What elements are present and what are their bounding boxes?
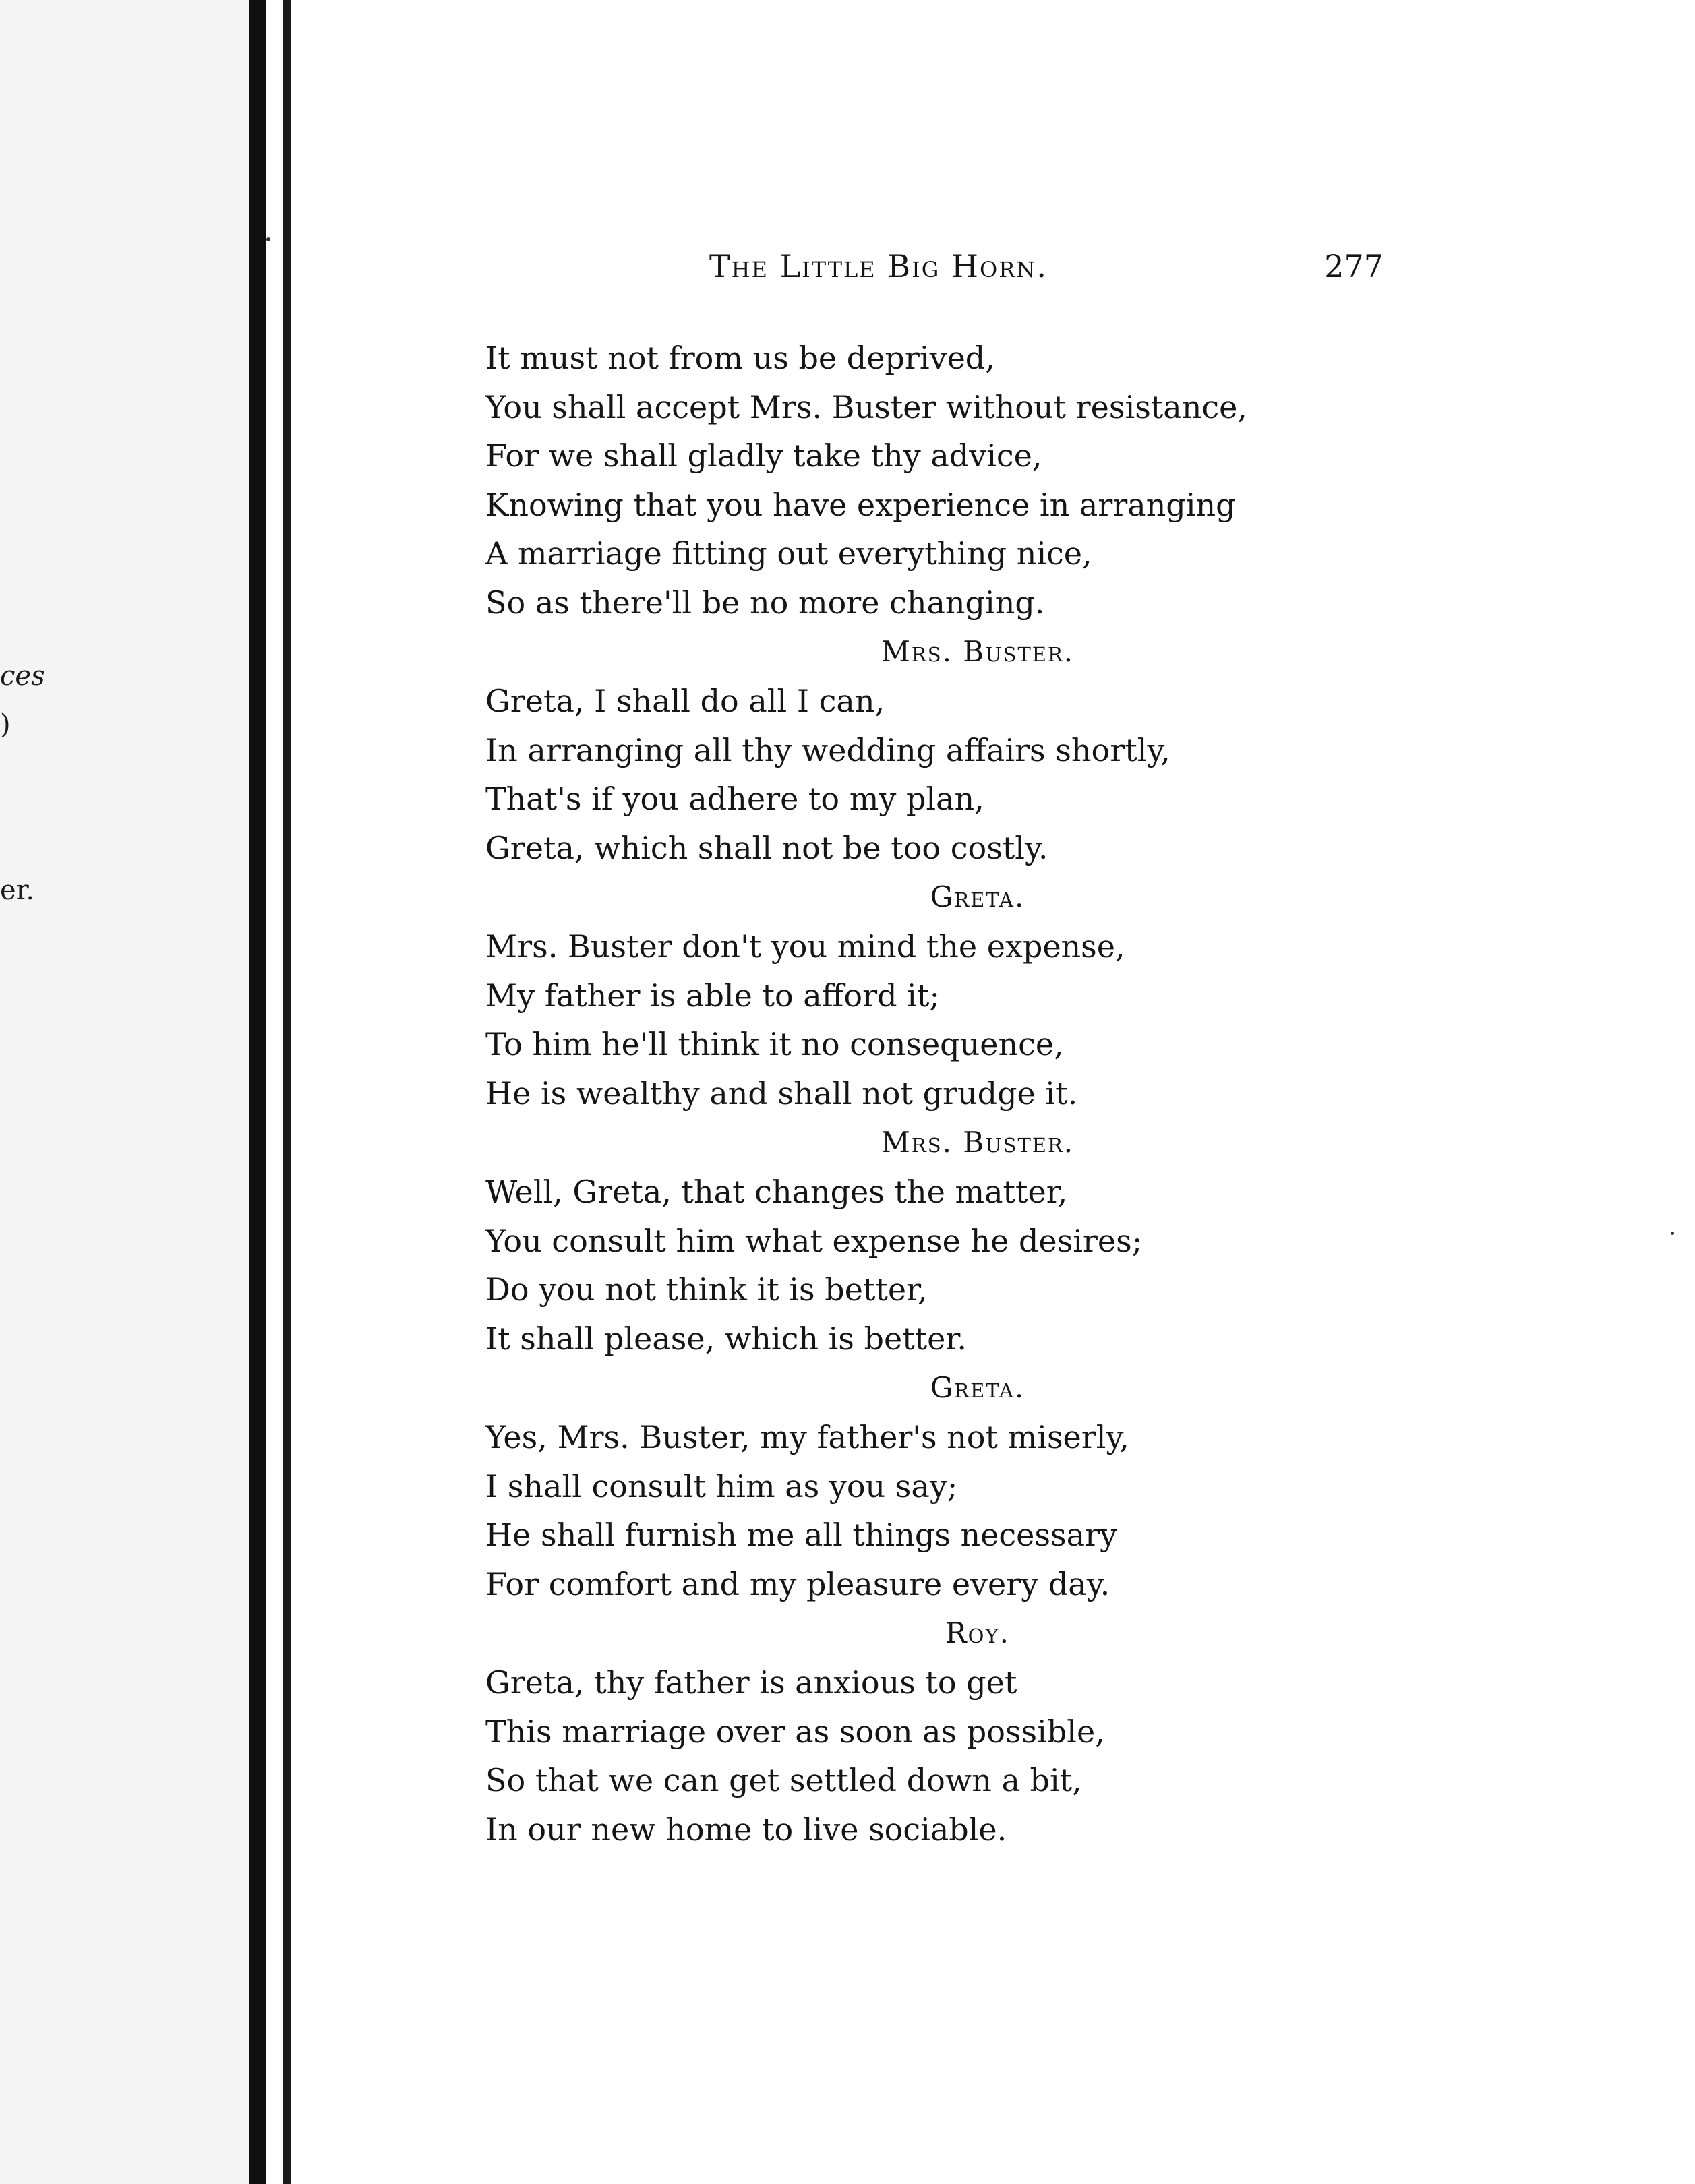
verse-line: It must not from us be deprived, (485, 340, 995, 376)
verse-line: So that we can get settled down a bit, (485, 1762, 1082, 1798)
facing-page-fragment: er. (0, 875, 35, 906)
verse-line: To him he'll think it no consequence, (485, 1026, 1064, 1062)
facing-page (0, 0, 249, 2184)
page-edge-line (283, 0, 291, 2184)
verse-line: For we shall gladly take thy advice, (485, 437, 1042, 474)
verse-line: I shall consult him as you say; (485, 1467, 958, 1505)
speaker-name: Mrs. Buster. (881, 1126, 1075, 1159)
page-number: 277 (1324, 248, 1384, 284)
verse-line: In arranging all thy wedding affairs shortly, (485, 731, 1170, 768)
book-gutter-shadow (249, 0, 266, 2184)
verse-line: Yes, Mrs. Buster, my father's not miserly, (485, 1419, 1129, 1455)
verse-line: In our new home to live sociable. (485, 1811, 1007, 1848)
stanza (485, 627, 1382, 872)
verse-line: Mrs. Buster don't you mind the expense, (485, 928, 1125, 965)
verse-line: A marriage fitting out everything nice, (485, 535, 1092, 572)
verse-line: He is wealthy and shall not grudge it. (485, 1074, 1078, 1112)
verse-line: You shall accept Mrs. Buster without resistance, (485, 388, 1247, 425)
verse-line: Greta, which shall not be too costly. (485, 829, 1048, 866)
speaker-name: Greta. (930, 1371, 1025, 1404)
verse-line: Knowing that you have experience in arranging (485, 486, 1236, 523)
stanza (485, 1118, 1382, 1363)
verse-line: So as there'll be no more changing. (485, 584, 1045, 621)
facing-page-fragment: ces (0, 661, 45, 692)
stanza (485, 1363, 1382, 1608)
stanza (485, 1608, 1382, 1854)
page-header (709, 248, 1384, 295)
speaker-name: Mrs. Buster. (881, 635, 1075, 668)
speaker-name: Greta. (930, 880, 1025, 913)
verse-line: Greta, thy father is anxious to get (485, 1664, 1017, 1701)
verse-line: You consult him what expense he desires; (485, 1222, 1143, 1259)
verse-line: Do you not think it is better, (485, 1271, 928, 1308)
speaker-name: Roy. (945, 1616, 1010, 1649)
verse-line: For comfort and my pleasure every day. (485, 1565, 1110, 1602)
verse-line: My father is able to afford it; (485, 977, 940, 1014)
verse-line: This marriage over as soon as possible, (485, 1713, 1105, 1750)
verse-line: Well, Greta, that changes the matter, (485, 1174, 1068, 1210)
verse-line: That's if you adhere to my plan, (485, 781, 984, 817)
stanza (485, 872, 1382, 1118)
verse-line: Greta, I shall do all I can, (485, 683, 885, 719)
poem-text (485, 334, 1382, 1854)
verse-line: It shall please, which is better. (485, 1320, 967, 1357)
verse-line: He shall furnish me all things necessary (485, 1517, 1118, 1553)
facing-page-fragment: ) (0, 709, 11, 740)
running-head: The Little Big Horn. (709, 248, 1048, 284)
speck-mark (266, 237, 270, 241)
speck-mark (1671, 1232, 1674, 1235)
opening-verse (485, 334, 1382, 627)
